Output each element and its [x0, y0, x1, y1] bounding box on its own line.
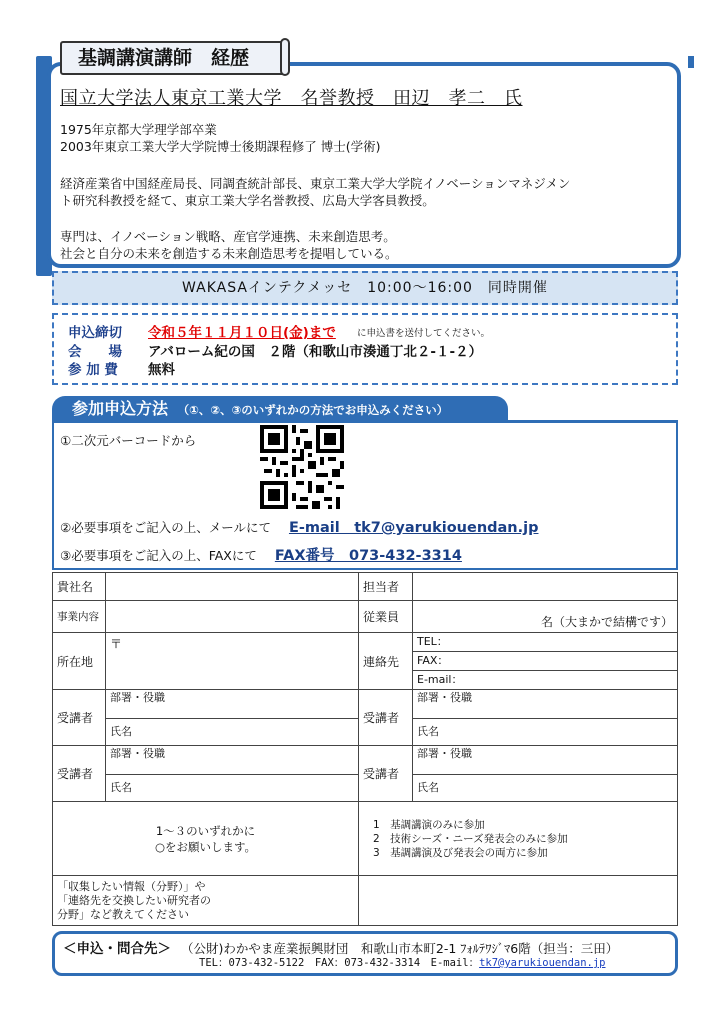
bio-accent-corner	[688, 56, 694, 68]
speaker-name: 国立大学法人東京工業大学 名誉教授 田辺 孝二 氏	[60, 88, 523, 109]
choice-options[interactable]	[359, 802, 678, 876]
fax-number: FAX番号 073-432-3314	[274, 548, 462, 564]
bio-line: ト研究科教授を経て、東京工業大学名誉教授、広島大学客員教授。	[60, 193, 435, 208]
fax-field[interactable]: FAX：	[413, 652, 677, 671]
interest-prompt-cell	[53, 876, 359, 926]
attendee-1-name[interactable]: 氏名	[110, 724, 132, 738]
choice-option[interactable]: 1 基調講演のみに参加	[373, 818, 485, 831]
deadline-value: 令和５年１１月１０日(金)まで	[148, 325, 336, 341]
application-form-table	[52, 572, 678, 926]
bio-line: 社会と自分の未来を創造する未来創造思考を提唱している。	[60, 246, 398, 261]
employees-suffix: 名（大まかで結構です）	[540, 615, 673, 629]
contact-label: 連絡先	[359, 633, 413, 690]
postal-mark: 〒	[110, 637, 123, 651]
company-label: 貴社名	[53, 573, 106, 601]
interest-prompt-line: 「連絡先を交換したい研究者の	[57, 893, 211, 907]
attendee-2-name[interactable]: 氏名	[417, 724, 439, 738]
attendee-3-cell	[106, 746, 359, 802]
attendee-2-cell	[413, 690, 678, 746]
method-email-label	[60, 516, 538, 537]
footer-label: ＜申込・問合先＞	[63, 941, 171, 957]
email-field[interactable]: E-mail：	[417, 673, 463, 686]
footer-email-link[interactable]: tk7@yarukiouendan.jp	[479, 957, 606, 969]
company-field[interactable]	[106, 573, 359, 601]
attendee-4-cell	[413, 746, 678, 802]
bio-line: 専門は、イノベーション戦略、産官学連携、未来創造思考。	[60, 229, 396, 244]
bio-tab-scroll-end	[280, 38, 290, 76]
attendee-2-dept[interactable]: 部署・役職	[413, 691, 677, 719]
attendee-label: 受講者	[359, 746, 413, 802]
footer-line-1	[63, 937, 618, 957]
application-subtitle: （①、②、③のいずれかの方法でお申込みください）	[177, 403, 449, 417]
method-qr-label: ①二次元バーコードから	[60, 433, 197, 448]
tel-field[interactable]: TEL：	[413, 633, 677, 652]
attendee-3-name[interactable]: 氏名	[110, 780, 132, 794]
employees-label: 従業員	[359, 601, 413, 633]
choice-option[interactable]: 3 基調講演及び発表会の両方に参加	[373, 846, 548, 859]
attendee-4-dept[interactable]: 部署・役職	[413, 747, 677, 775]
application-title: 参加申込方法	[72, 399, 169, 418]
venue-value: アバローム紀の国 ２階（和歌山市湊通丁北２-１-２）	[148, 344, 483, 360]
footer-contact: TEL：073-432-5122 FAX：073-432-3314 E-mail：	[199, 957, 480, 969]
attendee-1-cell	[106, 690, 359, 746]
interest-prompt-line: 分野」など教えてください	[57, 907, 189, 921]
bio-line: 経済産業省中国経産局長、同調査統計部長、東京工業大学大学院イノベーションマネジメン	[60, 176, 571, 191]
address-field[interactable]	[106, 633, 359, 690]
person-in-charge-field[interactable]	[413, 573, 678, 601]
attendee-1-dept[interactable]: 部署・役職	[106, 691, 358, 719]
concurrent-event-banner: WAKASAインテクメッセ 10:00～16:00 同時開催	[52, 271, 678, 305]
choice-prompt-line: ○をお願いします。	[154, 839, 257, 854]
contact-footer	[52, 931, 678, 976]
contact-cell	[413, 633, 678, 690]
fee-value: 無料	[148, 362, 175, 378]
footer-org: （公財)わかやま産業振興財団 和歌山市本町2-1 ﾌｫﾙﾃﾜｼﾞﾏ6階（担当：三田）	[180, 941, 619, 956]
person-in-charge-label: 担当者	[359, 573, 413, 601]
deadline-note: に申込書を送付してください。	[357, 328, 491, 339]
footer-line-2	[199, 955, 606, 970]
bio-tab-title: 基調講演講師 経歴	[60, 41, 286, 75]
attendee-label: 受講者	[359, 690, 413, 746]
method-email-text: ②必要事項をご記入の上、メールにて	[60, 520, 271, 535]
choice-prompt-line: 1～３のいずれかに	[155, 823, 256, 838]
interest-prompt-line: 「収集したい情報（分野）」や	[57, 879, 206, 893]
choice-option[interactable]: 2 技術シーズ・ニーズ発表会のみに参加	[373, 832, 568, 845]
business-label: 事業内容	[53, 601, 106, 633]
attendee-4-name[interactable]: 氏名	[417, 780, 439, 794]
address-label: 所在地	[53, 633, 106, 690]
attendee-3-dept[interactable]: 部署・役職	[106, 747, 358, 775]
qr-code-icon[interactable]	[260, 425, 344, 509]
attendee-label: 受講者	[53, 746, 106, 802]
deadline-label: 申込締切	[68, 325, 122, 341]
choice-prompt-cell	[53, 802, 359, 876]
employees-field[interactable]	[413, 601, 678, 633]
application-header	[52, 396, 508, 422]
method-fax-text: ③必要事項をご記入の上、FAXにて	[60, 548, 257, 563]
business-field[interactable]	[106, 601, 359, 633]
interest-field[interactable]	[359, 876, 678, 926]
bio-line: 1975年京都大学理学部卒業	[60, 122, 217, 137]
email-link[interactable]: E-mail tk7@yarukiouendan.jp	[288, 520, 539, 536]
fee-label: 参 加 費	[68, 362, 118, 378]
method-fax-label	[60, 544, 462, 565]
venue-label: 会 場	[68, 344, 122, 360]
bio-line: 2003年東京工業大学大学院博士後期課程修了 博士(学術)	[60, 139, 381, 154]
attendee-label: 受講者	[53, 690, 106, 746]
